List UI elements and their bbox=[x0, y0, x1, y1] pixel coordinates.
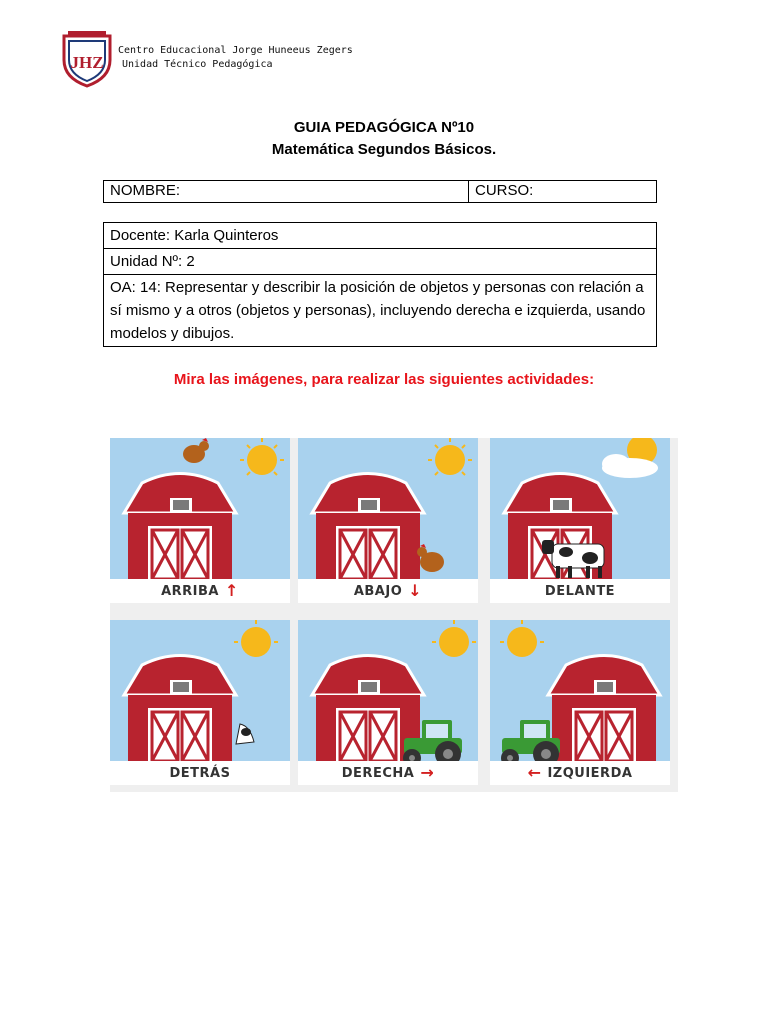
position-illustrations bbox=[110, 438, 678, 792]
panel-detras bbox=[110, 620, 290, 785]
panel-label: DETRÁS bbox=[110, 761, 290, 785]
unit-name: Unidad Técnico Pedagógica bbox=[122, 59, 273, 70]
panel-label: ← IZQUIERDA bbox=[490, 761, 670, 785]
info-table bbox=[103, 222, 657, 347]
panel-delante bbox=[490, 438, 670, 603]
logo-text: JHZ bbox=[70, 53, 104, 72]
instruction-text: Mira las imágenes, para realizar las siguientes actividades: bbox=[173, 371, 595, 388]
panel-izquierda bbox=[490, 620, 670, 785]
arrow-down-icon: ↓ bbox=[408, 581, 423, 600]
panel-label: DELANTE bbox=[490, 579, 670, 603]
panel-abajo bbox=[298, 438, 478, 603]
course-field[interactable]: CURSO: bbox=[469, 181, 657, 203]
arrow-up-icon: ↑ bbox=[224, 581, 239, 600]
name-field[interactable]: NOMBRE: bbox=[104, 181, 469, 203]
institution-name: Centro Educacional Jorge Huneeus Zegers bbox=[118, 45, 353, 56]
arrow-left-icon: ← bbox=[527, 763, 542, 782]
institution-header bbox=[118, 44, 353, 72]
teacher-cell: Docente: Karla Quinteros bbox=[104, 223, 657, 249]
panel-label: ABAJO ↓ bbox=[298, 579, 478, 603]
panel-label: ARRIBA ↑ bbox=[110, 579, 290, 603]
school-logo bbox=[60, 30, 114, 88]
unit-cell: Unidad Nº: 2 bbox=[104, 249, 657, 275]
student-form bbox=[103, 180, 657, 203]
objective-cell: OA: 14: Representar y describir la posición de objetos y personas con relación a sí mismo y a otros (objetos y personas), incluyendo derecha e izquierda, usando modelos y dibujos. bbox=[104, 275, 657, 347]
guide-title: GUIA PEDAGÓGICA Nº10 bbox=[293, 119, 475, 136]
panel-label: DERECHA → bbox=[298, 761, 478, 785]
panel-derecha bbox=[298, 620, 478, 785]
guide-subtitle: Matemática Segundos Básicos. bbox=[271, 141, 497, 158]
arrow-right-icon: → bbox=[420, 763, 435, 782]
panel-arriba bbox=[110, 438, 290, 603]
